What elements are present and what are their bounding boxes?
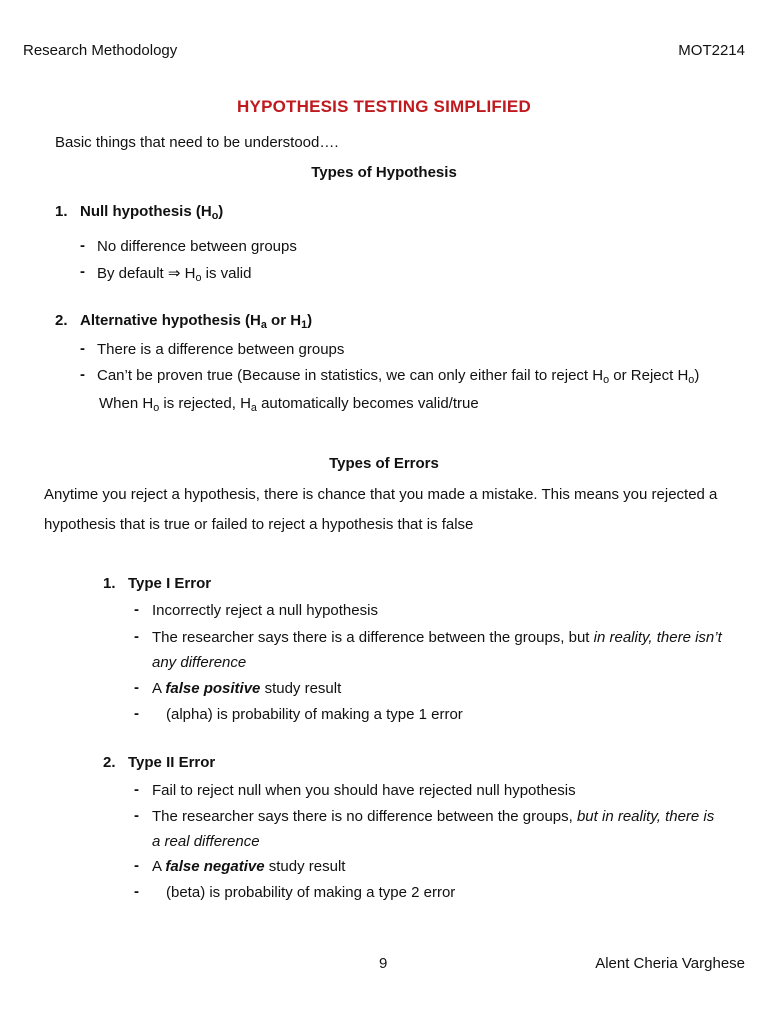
- null-close-paren: ): [218, 203, 224, 220]
- alt-bullet-1: There is a difference between groups: [97, 341, 345, 358]
- type1-bullet-2-emphasis: in reality, there isn’t: [593, 629, 722, 646]
- type1-bullet-2-cont: any difference: [152, 654, 247, 671]
- type1-bullet-2: [152, 629, 722, 646]
- type2-bullet-2: [152, 808, 714, 825]
- type1-bullet-3-pre: A: [152, 680, 166, 697]
- alt-note: [99, 395, 479, 415]
- bullet-dash: -: [134, 857, 139, 874]
- alt-hypothesis-label: Alternative hypothesis (H: [80, 312, 261, 329]
- bullet-dash: -: [80, 366, 85, 383]
- alt-note-pre: When H: [99, 395, 154, 412]
- type1-bullet-2-continued: [152, 654, 246, 671]
- errors-paragraph-line-1: Anytime you reject a hypothesis, there is chance that you made a mistake. This means you rejected a: [44, 486, 718, 503]
- null-bullet-1: No difference between groups: [97, 238, 297, 255]
- alt-bullet-2-mid: or Reject H: [609, 367, 689, 384]
- type1-bullet-3-bold-italic: false positive: [165, 680, 261, 697]
- bullet-dash: -: [134, 883, 139, 900]
- bullet-dash: -: [134, 807, 139, 824]
- null-hypothesis-item-number: 1.: [55, 203, 68, 220]
- bullet-dash: -: [134, 679, 139, 696]
- bullet-dash: -: [80, 340, 85, 357]
- errors-paragraph-line-2: hypothesis that is true or failed to reject a hypothesis that is false: [44, 516, 474, 533]
- alt-subscript-a: a: [260, 319, 267, 332]
- alt-note-sub2: a: [250, 402, 257, 415]
- type1-bullet-1: Incorrectly reject a null hypothesis: [152, 602, 378, 619]
- type2-bullet-2-pre: The researcher says there is no difference between the groups,: [152, 808, 577, 825]
- bullet-dash: -: [134, 601, 139, 618]
- header-course-code: MOT2214: [678, 42, 745, 59]
- null-bullet-2-sub: o: [195, 272, 202, 285]
- type2-item-number: 2.: [103, 754, 116, 771]
- alt-close-paren: ): [307, 312, 313, 329]
- bullet-dash: -: [80, 263, 85, 280]
- alt-bullet-2-post: ): [694, 367, 700, 384]
- type1-bullet-2-pre: The researcher says there is a difference between the groups, but: [152, 629, 594, 646]
- type1-bullet-3: [152, 680, 341, 697]
- null-hypothesis-heading: [80, 203, 224, 223]
- alt-note-post: automatically becomes valid/true: [256, 395, 479, 412]
- null-bullet-2: [97, 264, 252, 285]
- errors-heading: Types of Errors: [329, 455, 439, 472]
- bullet-dash: -: [134, 781, 139, 798]
- type1-heading: Type I Error: [128, 575, 212, 592]
- header-course-title: Research Methodology: [23, 42, 178, 59]
- page-number: 9: [379, 955, 388, 972]
- alt-note-mid: is rejected, H: [159, 395, 251, 412]
- alt-subscript-1: 1: [301, 319, 308, 332]
- null-bullet-2-post: is valid: [201, 265, 252, 282]
- bullet-dash: -: [134, 628, 139, 645]
- type1-bullet-4: (alpha) is probability of making a type 1 error: [166, 706, 463, 723]
- bullet-dash: -: [80, 237, 85, 254]
- null-bullet-2-pre: By default ⇒ H: [97, 265, 196, 282]
- type2-bullet-2-continued: [152, 833, 260, 850]
- type2-bullet-2-emphasis: but in reality, there is: [576, 808, 715, 825]
- alt-bullet-2: [97, 367, 700, 387]
- type2-bullet-3-bold-italic: false negative: [165, 858, 265, 875]
- bullet-dash: -: [134, 705, 139, 722]
- type2-bullet-3-pre: A: [152, 858, 166, 875]
- type1-item-number: 1.: [103, 575, 116, 592]
- alt-hypothesis-heading: [80, 312, 313, 332]
- alt-bullet-2-sub1: o: [603, 374, 610, 387]
- type2-bullet-2-cont: a real difference: [152, 833, 260, 850]
- type2-bullet-1: Fail to reject null when you should have rejected null hypothesis: [152, 782, 576, 799]
- alt-or: or H: [266, 312, 302, 329]
- intro-text: Basic things that need to be understood….: [55, 134, 339, 151]
- type2-bullet-4: (beta) is probability of making a type 2 error: [166, 884, 456, 901]
- null-subscript: o: [211, 210, 219, 223]
- page-title: HYPOTHESIS TESTING SIMPLIFIED: [237, 97, 531, 116]
- hypothesis-heading: Types of Hypothesis: [311, 164, 457, 181]
- null-hypothesis-label: Null hypothesis (H: [80, 203, 212, 220]
- alt-hypothesis-item-number: 2.: [55, 312, 68, 329]
- author-name: Alent Cheria Varghese: [595, 955, 745, 972]
- alt-note-sub1: o: [153, 402, 160, 415]
- type2-heading: Type II Error: [128, 754, 216, 771]
- type1-bullet-3-post: study result: [260, 680, 342, 697]
- alt-bullet-2-pre: Can’t be proven true (Because in statistics, we can only either fail to reject H: [97, 367, 604, 384]
- type2-bullet-3: [152, 858, 345, 875]
- alt-bullet-2-sub2: o: [688, 374, 695, 387]
- type2-bullet-3-post: study result: [264, 858, 346, 875]
